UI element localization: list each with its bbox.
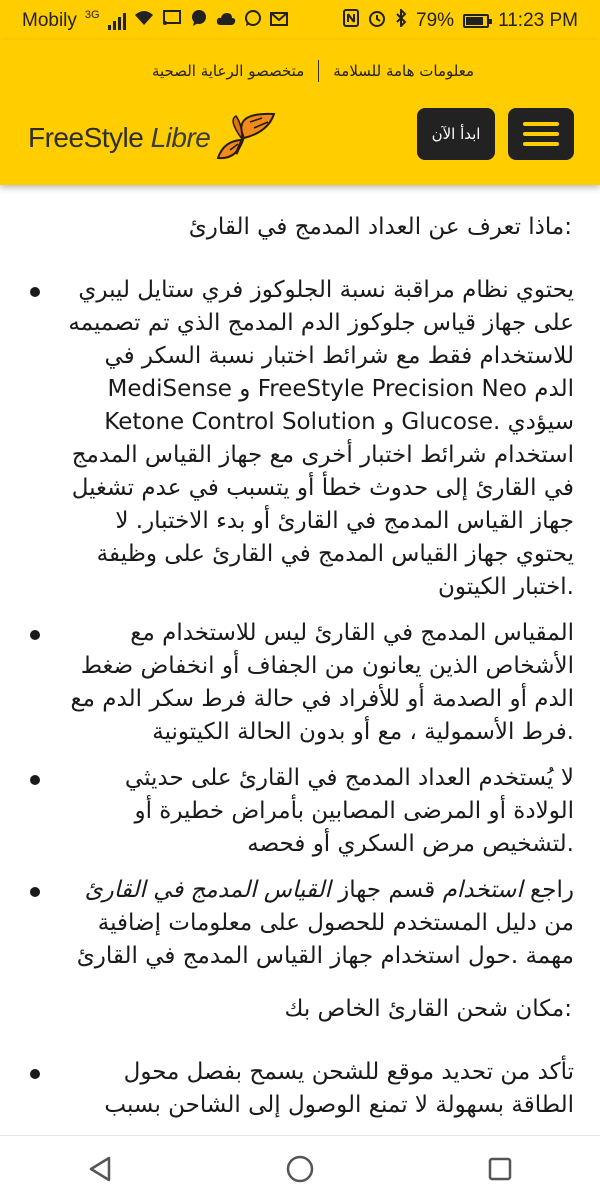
home-button[interactable]	[270, 1139, 330, 1199]
menu-bar-icon	[523, 132, 559, 136]
wifi-icon	[134, 10, 154, 31]
home-icon	[285, 1154, 315, 1184]
cast-icon	[162, 10, 182, 31]
carrier-name: Mobily	[22, 9, 77, 31]
list-item: المقياس المدمج في القارئ ليس للاستخدام مع الأشخاص الذين يعانون من الجفاف أو انخفاض ضغط الدم أو الصدمة أو للأفراد في حالة فرط سكر الدم مع .فرط الأسمولية ، مع أو بدون الحالة الكيتونية	[0, 617, 574, 749]
recent-apps-button[interactable]	[470, 1139, 530, 1199]
start-now-button[interactable]: ابدأ الآن	[417, 108, 495, 160]
mail-icon	[270, 11, 288, 31]
logo-accent: Libre	[150, 122, 211, 153]
nfc-icon	[343, 9, 359, 32]
clock: 11:23 PM	[498, 9, 578, 31]
bluetooth-icon	[395, 9, 407, 32]
charging-bullet-list	[0, 1056, 600, 1122]
logo-text	[28, 122, 210, 154]
bullet4-prefix: راجع	[522, 877, 574, 903]
menu-bar-icon	[523, 142, 559, 146]
top-links	[152, 60, 474, 82]
status-right	[343, 9, 578, 32]
back-icon	[87, 1155, 113, 1183]
bullet4-suffix: من دليل المستخدم للحصول على معلومات إضافية مهمة .حول استخدام جهاز القياس المدمج في القارئ	[76, 910, 574, 969]
freestyle-libre-logo[interactable]	[28, 110, 280, 166]
battery-icon	[463, 14, 489, 28]
bullet4-emphasis-meter: القياس المدمج في القارئ	[84, 877, 331, 903]
navigation-bar	[0, 1135, 600, 1200]
menu-bar-icon	[523, 122, 559, 126]
hamburger-menu-button[interactable]	[508, 108, 574, 160]
recent-apps-icon	[487, 1156, 513, 1182]
list-item: لا يُستخدم العداد المدمج في القارئ على حديثي الولادة أو المرضى المصابين بأمراض خطيرة أو .لتشخيص مرض السكري أو فحصه	[0, 762, 574, 861]
cloud-icon	[216, 11, 236, 31]
section-title-meter: :ماذا تعرف عن العداد المدمج في القارئ	[188, 214, 572, 240]
section-title-charging: :مكان شحن القارئ الخاص بك	[284, 996, 572, 1022]
link-divider	[318, 60, 319, 82]
meter-bullet-list	[0, 274, 600, 973]
bullet4-emphasis-use: استخدام	[442, 877, 523, 903]
status-left	[22, 9, 288, 32]
battery-percent: 79%	[416, 9, 455, 31]
safety-info-link[interactable]: معلومات هامة للسلامة	[333, 62, 474, 80]
site-header	[0, 40, 600, 185]
logo-main: FreeStyle	[28, 122, 144, 153]
network-type: 3G	[84, 8, 100, 21]
whatsapp-icon	[244, 9, 262, 32]
alarm-icon	[368, 9, 386, 32]
list-item	[0, 874, 574, 973]
back-button[interactable]	[70, 1139, 130, 1199]
status-bar	[0, 0, 600, 40]
article-content	[0, 185, 600, 1135]
bullet4-middle: قسم جهاز	[330, 877, 443, 903]
list-item: تأكد من تحديد موقع للشحن يسمح بفصل محول الطاقة بسهولة لا تمنع الوصول إلى الشاحن بسبب	[0, 1056, 574, 1122]
message-icon	[190, 9, 208, 32]
healthcare-professionals-link[interactable]: متخصصو الرعاية الصحية	[151, 62, 305, 80]
list-item: يحتوي نظام مراقبة نسبة الجلوكوز فري ستايل ليبري على جهاز قياس جلوكوز الدم المدمج الذي تم تصميمه للاستخدام فقط مع شرائط اختبار نسبة السكر في الدم FreeStyle Precision Neo و MediSense سيؤدي .Glucose و Ketone Control Solution استخدام شرائط اختبار أخرى مع جهاز القياس المدمج في القارئ إلى حدوث خطأ أو يتسبب في عدم تشغيل جهاز القياس المدمج في القارئ أو بدء الاختبار. لا يحتوي جهاز القياس المدمج في القارئ على وظيفة .اختبار الكيتون	[0, 274, 574, 604]
butterfly-icon	[214, 110, 280, 166]
signal-icon	[108, 12, 126, 30]
